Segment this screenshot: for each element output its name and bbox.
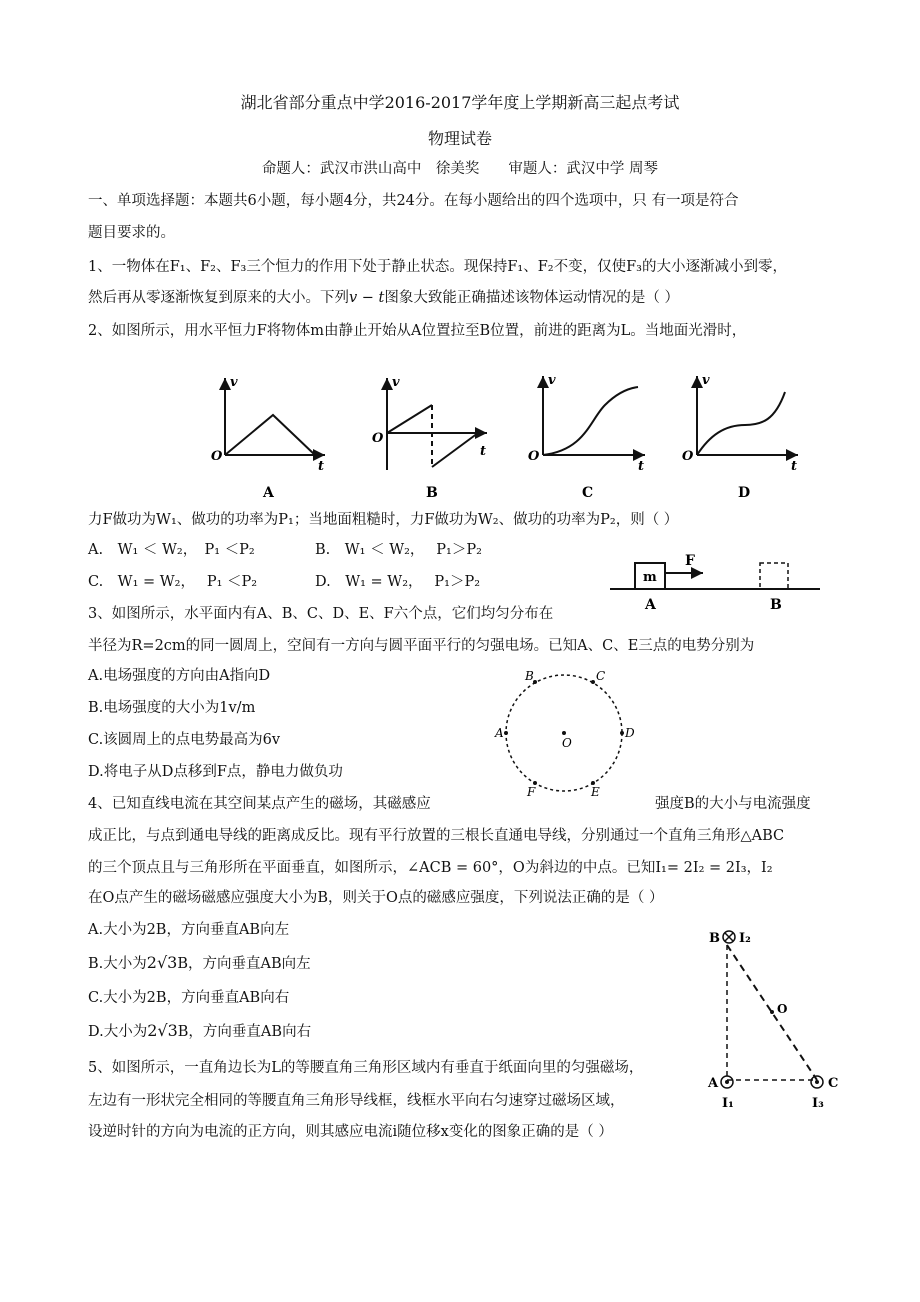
q1-line2-a: 然后再从零逐渐恢复到原来的大小。下列: [88, 290, 349, 306]
graph-d: [682, 373, 798, 501]
q2-force-label: F: [685, 553, 695, 569]
q3-line1: 3、如图所示，水平面内有A、B、C、D、E、F六个点，它们均匀分布在: [88, 606, 554, 622]
graph-b: [372, 375, 487, 501]
q5-line3: 设逆时针的方向为电流的正方向，则其感应电流i随位移x变化的图象正确的是（ ）: [88, 1124, 613, 1140]
graph-d-o: O: [682, 449, 694, 464]
q4-option-a: A.大小为2B，方向垂直AB向左: [88, 922, 290, 938]
q1-vt-graphs: [200, 370, 840, 505]
q2-mass-label: m: [643, 570, 657, 585]
q2-pos-a: A: [645, 597, 656, 613]
q4-option-d-post: B，方向垂直AB向右: [177, 1024, 312, 1040]
section-heading-cont: 题目要求的。: [88, 225, 175, 241]
graph-a-t: t: [318, 459, 325, 474]
q3-point-f: F: [527, 785, 536, 798]
graph-c: [528, 373, 645, 501]
graph-b-v: v: [392, 375, 400, 390]
q4-option-b-post: B，方向垂直AB向左: [177, 956, 311, 972]
graph-c-v: v: [548, 373, 556, 388]
author-line: 命题人：武汉市洪山高中 徐美奖 审题人：武汉中学 周琴: [261, 161, 659, 177]
q4-line4: 在O点产生的磁场磁感应强度大小为B，则关于O点的磁感应强度，下列说法正确的是（ ）: [88, 890, 664, 906]
q4-vertex-b: B: [709, 931, 720, 946]
q2-line1: 2、如图所示，用水平恒力F将物体m由静止开始从A位置拉至B位置，前进的距离为L。当地面光滑时，: [88, 323, 747, 339]
q4-line1-b: 强度B的大小与电流强度: [655, 796, 811, 812]
exam-title: 湖北省部分重点中学2016-2017学年度上学期新高三起点考试: [240, 93, 680, 112]
q4-current-i2: I₂: [739, 931, 751, 946]
q3-line2: 半径为R=2cm的同一圆周上，空间有一方向与圆平面平行的匀强电场。已知A、C、E三点的电势分别为: [88, 638, 755, 654]
graph-b-t: t: [480, 444, 487, 459]
q2-option-a: A. W₁ ＜ W₂， P₁ ＜P₂: [88, 542, 255, 558]
q5-line2: 左边有一形状完全相同的等腰直角三角形导线框，线框水平向右匀速穿过磁场区域，: [88, 1093, 625, 1109]
q4-option-c: C.大小为2B，方向垂直AB向右: [88, 990, 290, 1006]
q4-line1-a: 4、已知直线电流在其空间某点产生的磁场，其磁感应: [88, 796, 431, 812]
q3-option-d: D.将电子从D点移到F点，静电力做负功: [88, 764, 343, 780]
graph-c-t: t: [638, 459, 645, 474]
q1-vt-symbol: v − t: [349, 290, 385, 306]
q3-option-a: A.电场强度的方向由A指向D: [88, 668, 271, 684]
q3-point-o: O: [562, 736, 572, 750]
q3-point-a: A: [495, 726, 504, 740]
q4-option-d-pre: D.大小为: [88, 1024, 148, 1040]
graph-b-o: O: [372, 431, 384, 446]
q4-triangle-figure: [705, 925, 855, 1115]
q5-line1: 5、如图所示，一直角边长为L的等腰直角三角形区域内有垂直于纸面向里的匀强磁场，: [88, 1060, 644, 1076]
q2-option-d: D. W₁ = W₂， P₁＞P₂: [315, 574, 481, 590]
graph-a-o: O: [211, 449, 223, 464]
q3-point-b: B: [525, 669, 534, 683]
graph-a: [211, 375, 325, 501]
q3-point-e: E: [591, 785, 600, 798]
graph-a-v: v: [230, 375, 238, 390]
graph-c-label: C: [582, 485, 594, 501]
section-heading: 一、单项选择题：本题共6小题，每小题4分，共24分。在每小题给出的四个选项中，只 有一项是符合: [88, 193, 739, 209]
graph-c-o: O: [528, 449, 540, 464]
graph-d-t: t: [791, 459, 798, 474]
q4-option-b-pre: B.大小为: [88, 956, 147, 972]
q2-force-figure: [605, 545, 825, 615]
q4-current-i1: I₁: [722, 1096, 734, 1111]
q4-line3: 的三个顶点且与三角形所在平面垂直，如图所示，∠ACB = 60°，O为斜边的中点。已知I₁= 2I₂ = 2I₃，I₂: [88, 860, 773, 876]
q3-point-c: C: [596, 669, 606, 683]
q4-vertex-c: C: [828, 1076, 839, 1091]
q3-option-b: B.电场强度的大小为1v/m: [88, 700, 256, 716]
q4-option-b-value: 2√3: [146, 953, 178, 972]
q4-option-d-value: 2√3: [147, 1021, 178, 1040]
graph-d-label: D: [738, 485, 751, 501]
q2-line2: 力F做功为W₁、做功的功率为P₁；当地面粗糙时，力F做功为W₂、做功的功率为P₂，则（ ）: [88, 512, 679, 528]
q4-line2: 成正比，与点到通电导线的距离成反比。现有平行放置的三根长直通电导线，分别通过一个直角三角形△ABC: [88, 828, 785, 844]
exam-subtitle: 物理试卷: [427, 129, 492, 148]
q3-point-d: D: [625, 726, 635, 740]
graph-b-label: B: [426, 485, 438, 501]
q4-current-i3: I₃: [812, 1096, 824, 1111]
q4-point-o: O: [777, 1002, 788, 1016]
q4-option-d: [88, 1021, 311, 1042]
q2-option-c: C. W₁ = W₂， P₁ ＜P₂: [88, 574, 258, 590]
q1-line2: [88, 288, 679, 308]
graph-a-label: A: [263, 485, 274, 501]
q1-line2-b: 图象大致能正确描述该物体运动情况的是（ ）: [384, 290, 679, 306]
q2-pos-b: B: [770, 597, 782, 613]
q3-circle-figure: [492, 668, 642, 798]
q2-option-b: B. W₁ ＜ W₂， P₁＞P₂: [315, 542, 482, 558]
q4-vertex-a: A: [708, 1076, 719, 1091]
q3-option-c: C.该圆周上的点电势最高为6v: [88, 732, 281, 748]
q1-line1: 1、一物体在F₁、F₂、F₃三个恒力的作用下处于静止状态。现保持F₁、F₂不变，仅使F₃的大小逐渐减小到零，: [88, 259, 787, 275]
q4-option-b: [88, 953, 311, 974]
graph-d-v: v: [702, 373, 710, 388]
